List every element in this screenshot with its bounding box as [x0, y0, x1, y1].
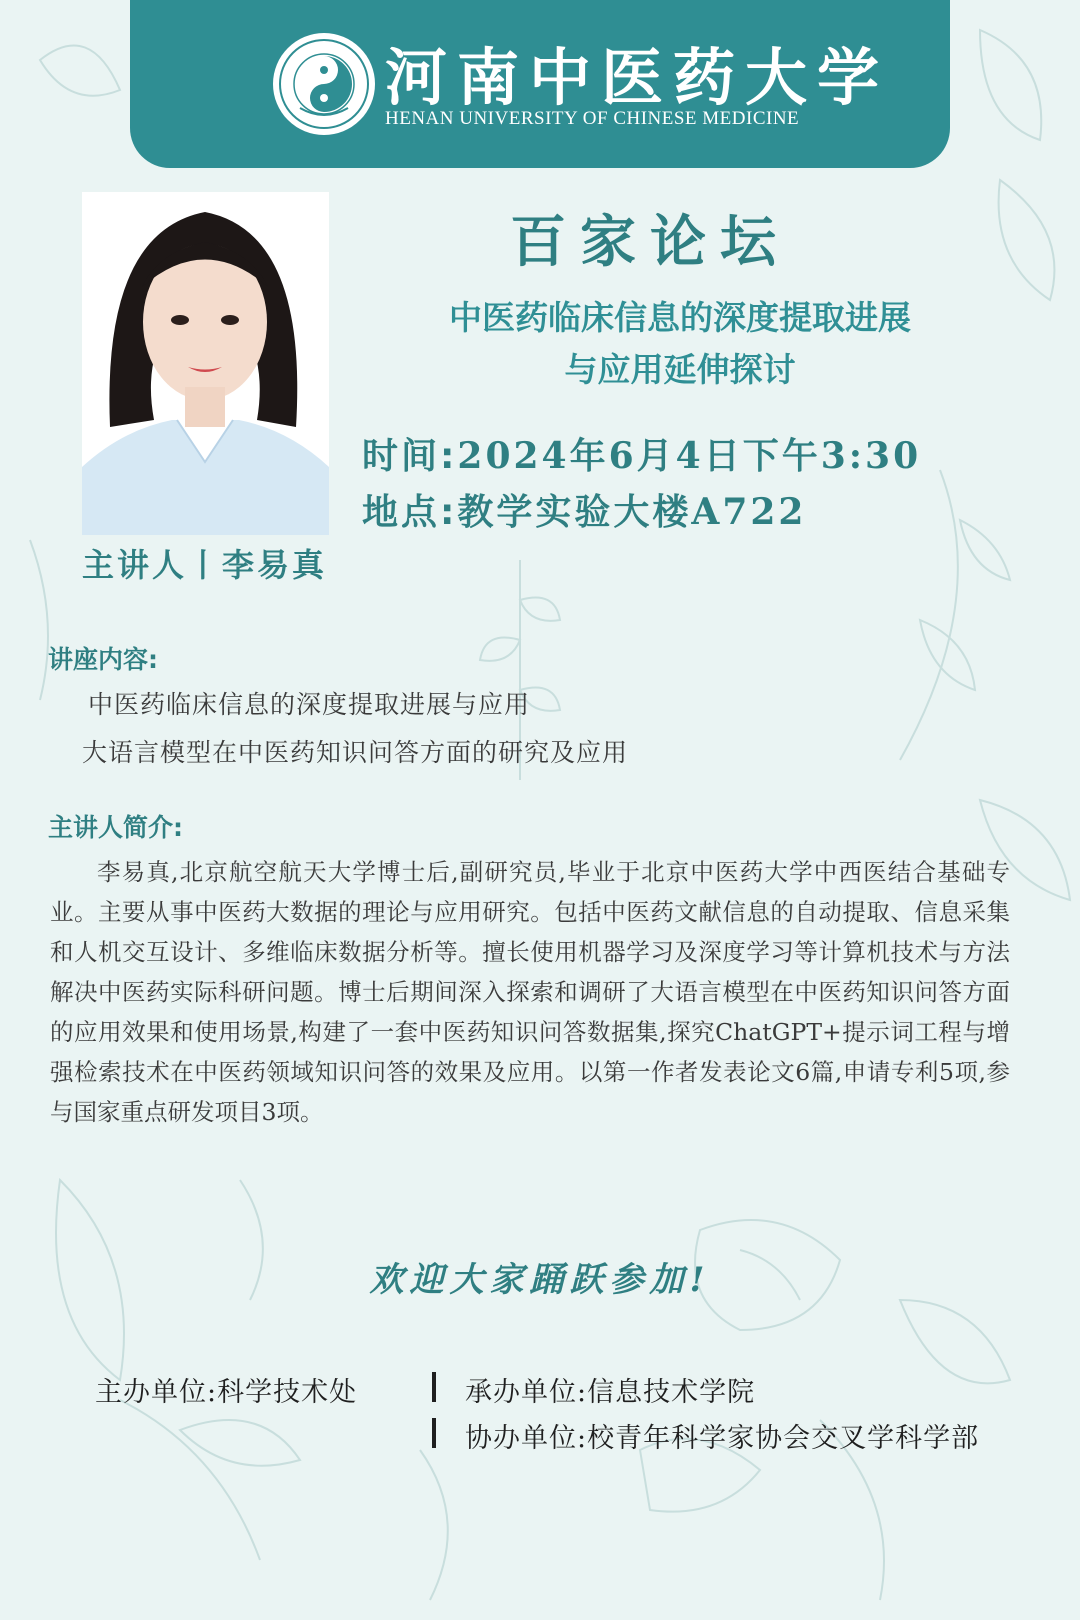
lecture-title-line1: 中医药临床信息的深度提取进展 — [449, 298, 911, 337]
university-seal-icon — [270, 30, 378, 138]
university-header — [130, 0, 950, 168]
speaker-bio-heading: 主讲人简介: — [48, 813, 183, 842]
lecture-title-line2: 与应用延伸探讨 — [564, 350, 796, 389]
co-organizer-unit: 协办单位:校青年科学家协会交叉学科学部 — [465, 1423, 980, 1454]
organizer-unit: 承办单位:信息技术学院 — [465, 1377, 756, 1408]
time-label: 时间: — [362, 436, 458, 477]
organizer-divider — [432, 1372, 436, 1402]
lecture-title — [350, 292, 1010, 396]
host-unit: 主办单位:科学技术处 — [95, 1377, 358, 1408]
speaker-name-tag: 主讲人丨李易真 — [82, 546, 328, 584]
event-place — [362, 484, 1002, 535]
speaker-photo — [82, 192, 329, 535]
speaker-bio-text: 李易真,北京航空航天大学博士后,副研究员,毕业于北京中医药大学中西医结合基础专业。主要从事中医药大数据的理论与应用研究。包括中医药文献信息的自动提取、信息采集和人机交互设计、多维临床数据分析等。擅长使用机器学习及深度学习等计算机技术与方法解决中医药实际科研问题。博士后期间深入探索和调研了大语言模型在中医药知识问答方面的应用效果和使用场景,构建了一套中医药知识问答数据集,探究ChatGPT+提示词工程与增强检索技术在中医药领域知识问答的效果及应用。以第一作者发表论文6篇,申请专利5项,参与国家重点研发项目3项。 — [50, 858, 1010, 1126]
event-time — [362, 428, 1002, 479]
place-value: 教学实验大楼A722 — [457, 491, 807, 533]
lecture-content-item: 大语言模型在中医药知识问答方面的研究及应用 — [82, 738, 629, 767]
welcome-message: 欢迎大家踊跃参加! — [369, 1260, 711, 1300]
organizer-divider — [432, 1418, 436, 1448]
speaker-portrait-icon — [82, 192, 329, 535]
university-name-en: HENAN UNIVERSITY OF CHINESE MEDICINE — [385, 108, 800, 129]
lecture-content-item: 中医药临床信息的深度提取进展与应用 — [88, 690, 531, 719]
place-label: 地点: — [362, 492, 458, 533]
university-name-cn: 河南中医药大学 — [385, 41, 890, 114]
forum-series-title: 百家论坛 — [510, 209, 790, 275]
lecture-content-heading: 讲座内容: — [48, 645, 158, 674]
time-value: 2024年6月4日下午3:30 — [457, 435, 922, 477]
